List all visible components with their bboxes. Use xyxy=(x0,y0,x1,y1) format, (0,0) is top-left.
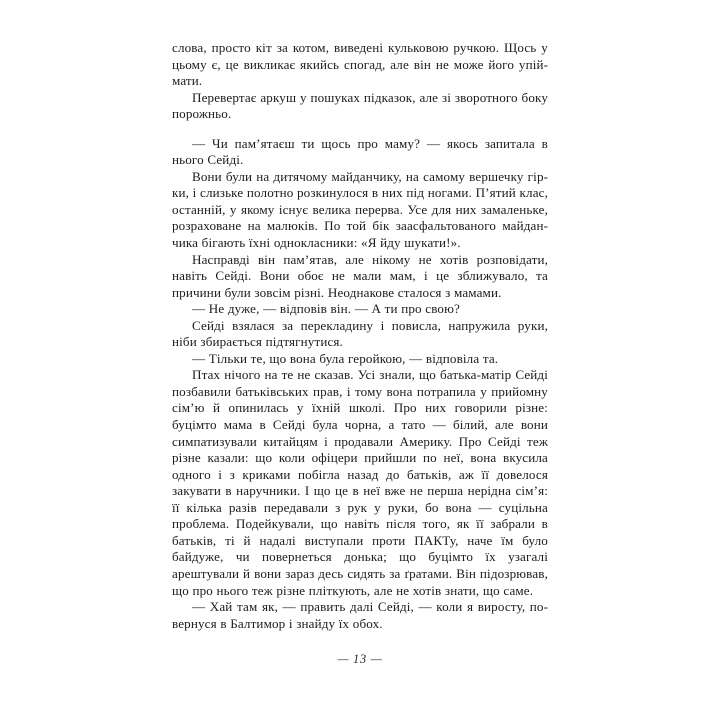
dialogue-line: — Не дуже, — відповів він. — А ти про свою? xyxy=(192,301,460,317)
page-number: — 13 — xyxy=(337,652,383,666)
dialogue-line: — Хай там як, — править далі Сейді, — коли я виросту, повернуся в Балтимор і знайду їх обох. xyxy=(172,599,548,631)
paragraph-gap xyxy=(172,123,548,136)
text-column xyxy=(172,40,548,632)
paragraph-continuation: слова, просто кіт за котом, виведені кульковою ручкою. Щось у цьому є, це викликає якийсь спогад, але він не може його упіймати. xyxy=(172,40,548,89)
dialogue-line: — Чи пам’ятаєш ти щось про маму? — якось запитала в нього Сейді. xyxy=(172,135,548,168)
paragraph: Вони були на дитячому майданчику, на самому вершечку гірки, і слизьке полотно розкинулося в них під ногами. П’ятий клас, останній, у якому існує велика перерва. Усе для них замаленьке, розраховане на малюків. По той бік заасфальтованого майданчика бігають їхні однокласники: «Я йду шукати!». xyxy=(172,168,548,251)
paragraph: Насправді він пам’ятав, але нікому не хотів розповідати, навіть Сейді. Вони обоє не мали мам, і це зближувало, та причини були зовсім різні. Неоднакове сталося з мамами. xyxy=(172,251,548,300)
paragraph: Сейді взялася за перекладину і повисла, напружила руки, ніби збирається підтягнутися. xyxy=(172,317,548,350)
dialogue-line: — Тільки те, що вона була геройкою, — відповіла та. xyxy=(192,350,499,366)
paragraph: Птах нічого на те не сказав. Усі знали, що батька-матір Сейді позбавили батьківських прав, і тому вона потрапила у прийомну сім’ю й опинилась у їхній школі. Про них говорили різне: буцімто мама в Сейді була чорна, а тато — білий, але вони симпатизували китайцям і продавали Америку. Про Сейді теж різне казали: що коли офіцери прийшли по неї, вона вкусила одного і з криками побігла назад до батьків, аж її довелося закувати в наручники. І що це в неї вже не перша нерідна сім’я: її кілька разів передавали з рук у руки, бо вона — суцільна проблема. Подейкували, що навіть після того, як її забрали в батьків, ті й надалі виступали проти ПАКТу, наче їм було байдуже, чи повернеться донька; що буцімто їх узагалі арештували й вони зараз десь сидять за ґратами. Він підозрював, що про нього теж різне пліткують, але не хотів знати, що саме. xyxy=(172,367,548,598)
paragraph: Перевертає аркуш у пошуках підказок, але зі зворотного боку порожньо. xyxy=(172,89,548,122)
